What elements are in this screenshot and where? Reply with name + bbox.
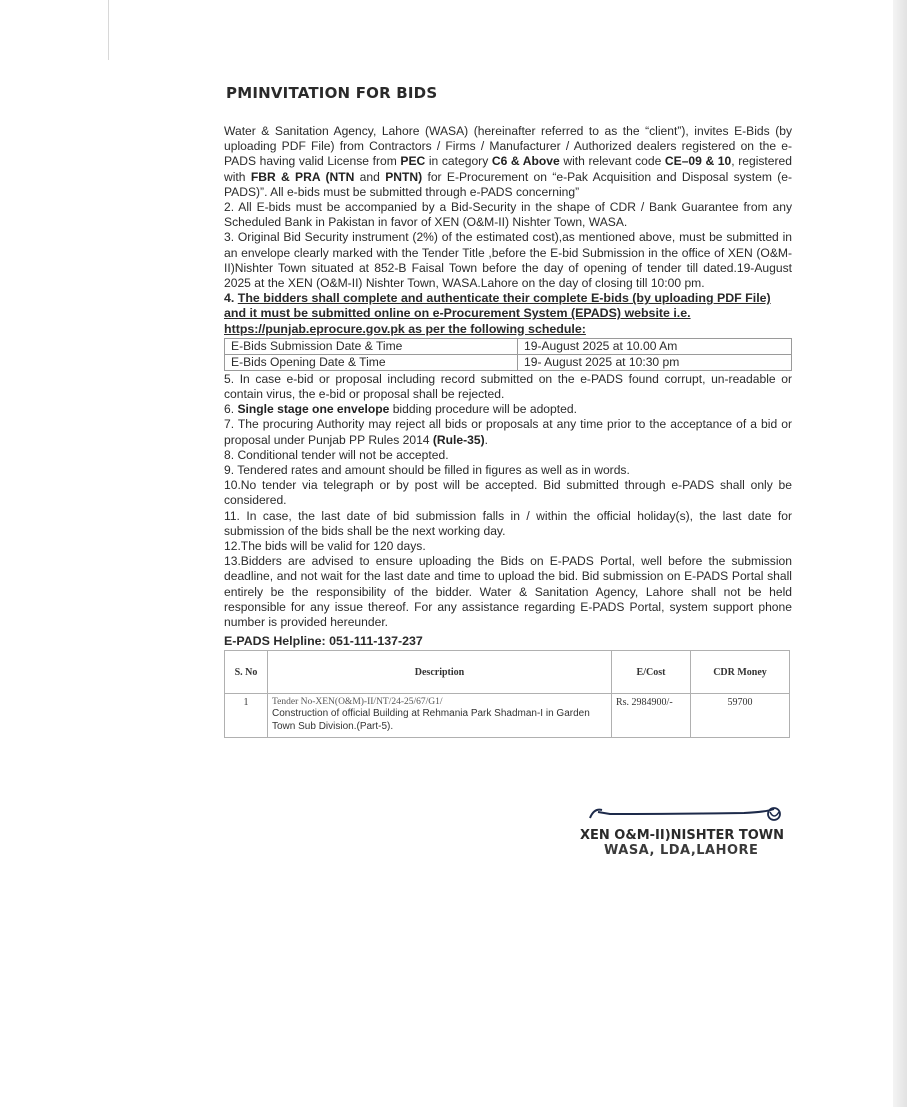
table-row — [225, 694, 790, 738]
schedule-row — [225, 354, 792, 370]
schedule-value: 19-August 2025 at 10.00 Am — [518, 338, 792, 354]
para1-bold-code: CE–09 & 10 — [664, 154, 732, 169]
tender-number: Tender No-XEN(O&M)-II/NT/24-25/67/G1/ — [272, 697, 443, 708]
para1-text-6: for E-Procurement on “e-Pak Acquisition and Disposal system (e-PADS)”. All e-bids must be submitted through e-PADS concerning” — [224, 169, 792, 199]
signature-block — [580, 800, 810, 858]
paragraph-9: 9. Tendered rates and amount should be filled in figures as well as in words. — [224, 463, 630, 478]
scan-artifact-line — [108, 0, 109, 60]
para1-text-3: with relevant code — [559, 154, 665, 169]
para1-bold-pntn: PNTN) — [385, 169, 423, 184]
paragraph-2: 2. All E-bids must be accompanied by a Bid-Security in the shape of CDR / Bank Guarantee from any Scheduled Bank in Pakistan in favor of XEN (O&M-II) Nishter Town, WASA. — [224, 200, 792, 230]
para1-text-4: , registered with — [224, 154, 792, 184]
paragraph-12: 12.The bids will be valid for 120 days. — [224, 539, 426, 554]
paragraph-6 — [224, 402, 792, 417]
para6-bold: Single stage one envelope — [237, 402, 390, 417]
para6-suffix: bidding procedure will be adopted. — [389, 402, 577, 417]
tender-header-row — [225, 651, 790, 694]
para7-text: 7. The procuring Authority may reject all bids or proposals at any time prior to the acceptance of a bid or proposal under Punjab PP Rules 2014 — [224, 417, 792, 447]
cell-cdr: 59700 — [691, 694, 790, 738]
paragraph-5: 5. In case e-bid or proposal including record submitted on the e-PADS found corrupt, un-readable or contain virus, the e-bid or proposal shall be rejected. — [224, 371, 792, 402]
para7-bold: (Rule-35) — [432, 432, 485, 447]
para1-text-1: Water & Sanitation Agency, Lahore (WASA) (hereinafter referred to as the “client”), invites E-Bids (by uploading PDF File) from Contractors / Firms / Manufacturer / Authorized dealers registered on the e-PADS having valid License from — [224, 124, 792, 169]
schedule-table — [224, 338, 792, 371]
para4-prefix: 4. — [224, 291, 238, 306]
para1-bold-pec: PEC — [400, 154, 426, 169]
para6-prefix: 6. — [224, 402, 238, 417]
header-sno: S. No — [225, 651, 268, 694]
header-cdr: CDR Money — [691, 651, 790, 694]
scan-edge-shadow — [893, 0, 907, 1107]
paragraph-1 — [224, 124, 792, 200]
signatory-org: WASA, LDA,LAHORE — [604, 843, 759, 858]
cell-ecost: Rs. 2984900/- — [612, 694, 691, 738]
header-ecost: E/Cost — [612, 651, 691, 694]
schedule-label: E-Bids Submission Date & Time — [225, 338, 518, 354]
para4-underlined: The bidders shall complete and authenticate their complete E-bids (by uploading PDF File) and it must be submitted online on e-Procurement System (EPADS) website i.e. https://punjab.eprocure.gov.pk as per the following schedule: — [224, 291, 771, 336]
paragraph-4 — [224, 291, 792, 337]
para1-bold-category: C6 & Above — [491, 154, 560, 169]
paragraph-3: 3. Original Bid Security instrument (2%) of the estimated cost),as mentioned above, must be submitted in an envelope clearly marked with the Tender Title ,before the E-bid Submission in the office of XEN (O&M-II)Nishter Town situated at 852-B Faisal Town before the day of opening of tender till dated.19-August 2025 at the XEN (O&M-II) Nishter Town, WASA.Lahore on the day of closing till 10:00 pm. — [224, 230, 792, 291]
paragraph-13: 13.Bidders are advised to ensure uploading the Bids on E-PADS Portal, well before the submission deadline, and not wait for the last date and time to upload the bid. Bid submission on E-PADS Portal shall entirely be the responsibility of the bidder. Water & Sanitation Agency, Lahore shall not be held responsible for any issue thereof. For any assistance regarding E-PADS Portal, system support phone number is provided hereunder. — [224, 554, 792, 630]
paragraph-8: 8. Conditional tender will not be accepted. — [224, 447, 449, 462]
schedule-label: E-Bids Opening Date & Time — [225, 354, 518, 370]
paragraph-11: 11. In case, the last date of bid submission falls in / within the official holiday(s), the last date for submission of the bids shall be the next working day. — [224, 508, 792, 538]
para1-bold-fbr: FBR & PRA (NTN — [250, 169, 355, 184]
header-description: Description — [268, 651, 612, 694]
document-page — [224, 84, 792, 738]
helpline: E-PADS Helpline: 051-111-137-237 — [224, 634, 423, 649]
para7-end: . — [484, 432, 489, 447]
cell-sno: 1 — [225, 694, 268, 738]
paragraph-7 — [224, 417, 792, 447]
page-title: PMINVITATION FOR BIDS — [226, 84, 438, 102]
para1-text-5: and — [354, 169, 386, 184]
signature-scribble — [584, 800, 794, 826]
tender-description: Construction of official Building at Rehmania Park Shadman-I in Garden Town Sub Division.(Part-5). — [272, 708, 590, 733]
cell-description — [268, 694, 612, 738]
para1-text-2: in category — [425, 154, 492, 169]
tender-table — [224, 650, 790, 738]
signatory-title: XEN O&M-II)NISHTER TOWN — [580, 828, 785, 843]
paragraph-10: 10.No tender via telegraph or by post will be accepted. Bid submitted through e-PADS shall only be considered. — [224, 478, 792, 508]
schedule-value: 19- August 2025 at 10:30 pm — [518, 354, 792, 370]
schedule-row — [225, 338, 792, 354]
